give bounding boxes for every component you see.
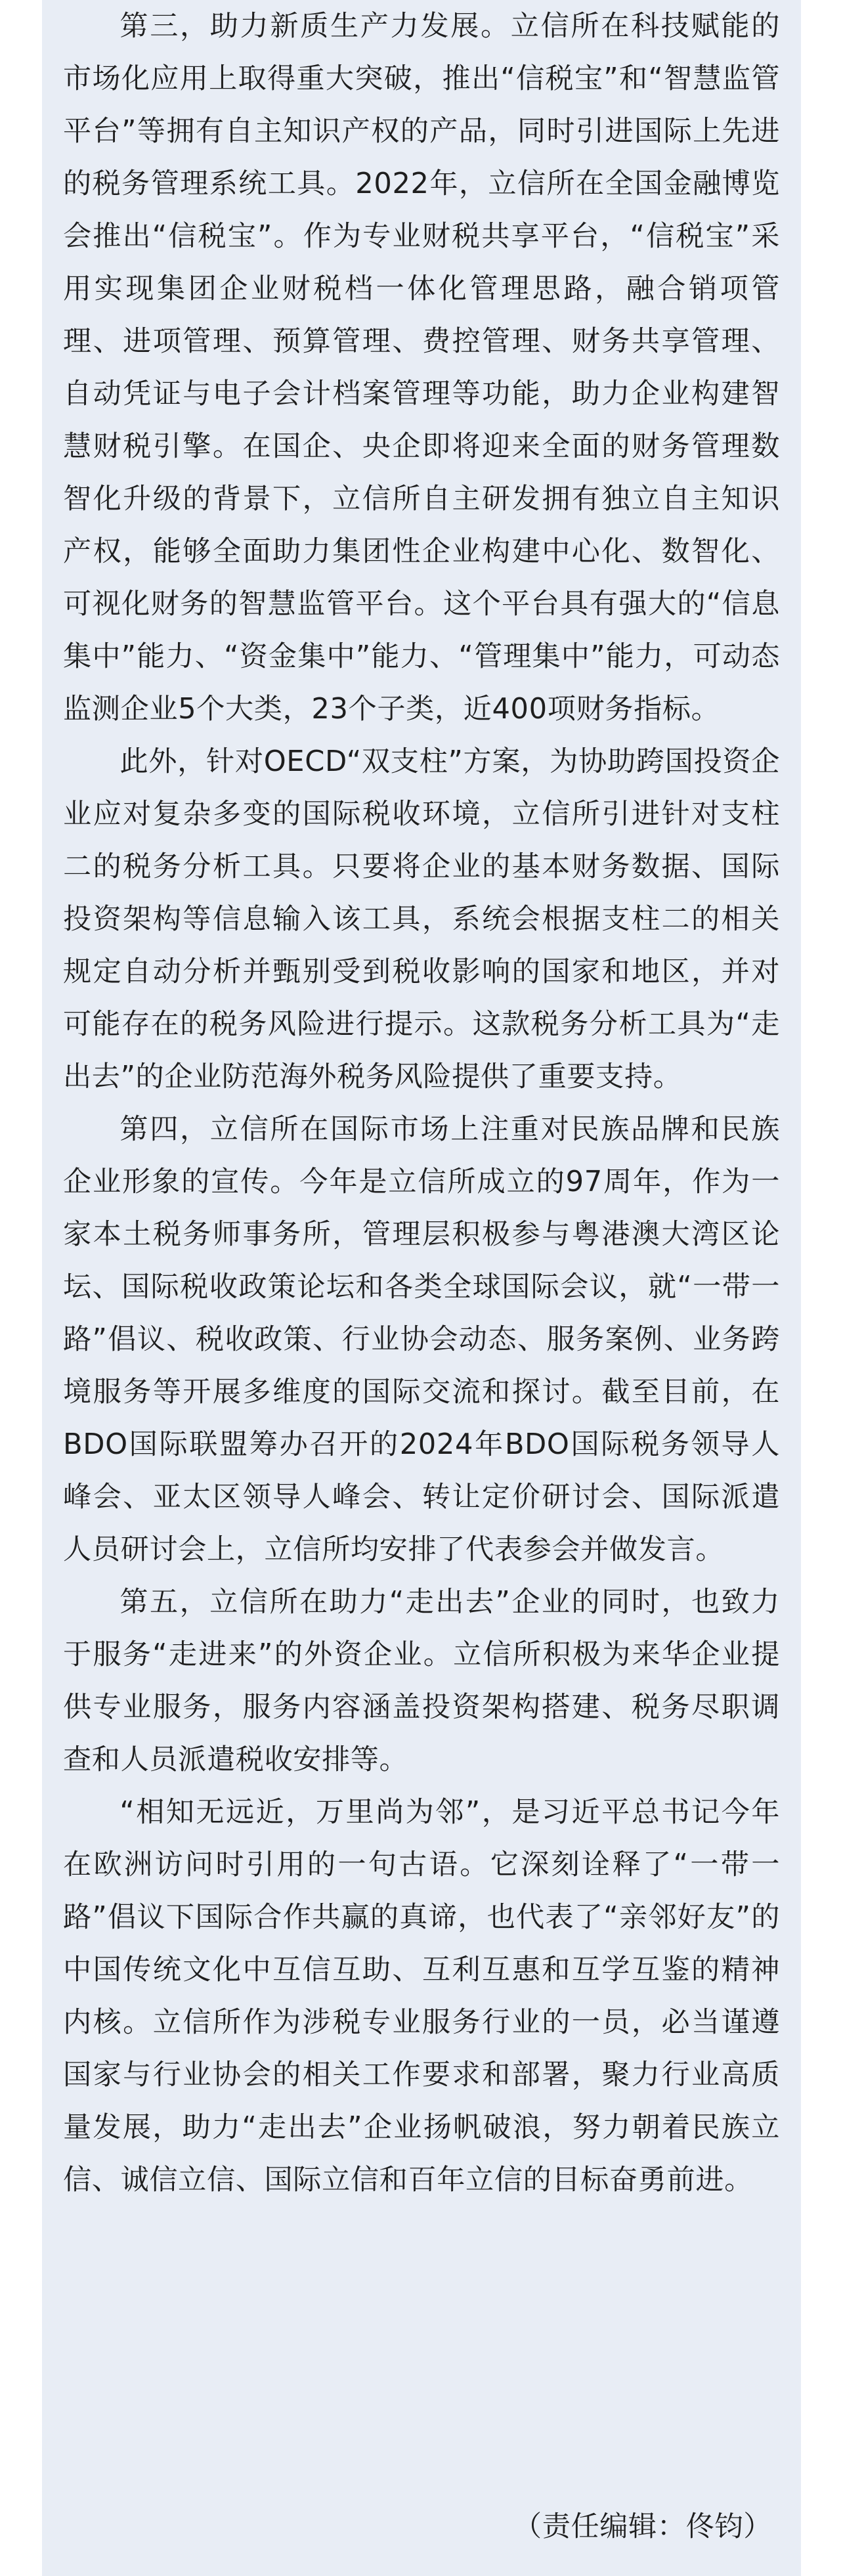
- editor-credit: （责任编辑：佟钧）: [513, 2510, 772, 2543]
- article-paragraph: 第五，立信所在助力“走出去”企业的同时，也致力于服务“走进来”的外资企业。立信所积极为来华企业提供专业服务，服务内容涵盖投资架构搭建、税务尽职调查和人员派遣税收安排等。: [63, 1586, 780, 1776]
- article-paragraph: 此外，针对OECD“双支柱”方案，为协助跨国投资企业应对复杂多变的国际税收环境，立信所引进针对支柱二的税务分析工具。只要将企业的基本财务数据、国际投资架构等信息输入该工具，系统会根据支柱二的相关规定自动分析并甄别受到税收影响的国家和地区，并对可能存在的税务风险进行提示。这款税务分析工具为“走出去”的企业防范海外税务风险提供了重要支持。: [63, 745, 780, 1093]
- article-paragraph: “相知无远近，万里尚为邻”，是习近平总书记今年在欧洲访问时引用的一句古语。它深刻诠释了“一带一路”倡议下国际合作共赢的真谛，也代表了“亲邻好友”的中国传统文化中互信互助、互利互惠和互学互鉴的精神内核。立信所作为涉税专业服务行业的一员，必当谨遵国家与行业协会的相关工作要求和部署，聚力行业高质量发展，助力“走出去”企业扬帆破浪，努力朝着民族立信、诚信立信、国际立信和百年立信的目标奋勇前进。: [63, 1796, 780, 2196]
- article-body: [63, 0, 780, 2206]
- article-paragraph: 第三，助力新质生产力发展。立信所在科技赋能的市场化应用上取得重大突破，推出“信税宝”和“智慧监管平台”等拥有自主知识产权的产品，同时引进国际上先进的税务管理系统工具。2022年，立信所在全国金融博览会推出“信税宝”。作为专业财税共享平台，“信税宝”采用实现集团企业财税档一体化管理思路，融合销项管理、进项管理、预算管理、费控管理、财务共享管理、自动凭证与电子会计档案管理等功能，助力企业构建智慧财税引擎。在国企、央企即将迎来全面的财务管理数智化升级的背景下，立信所自主研发拥有独立自主知识产权，能够全面助力集团性企业构建中心化、数智化、可视化财务的智慧监管平台。这个平台具有强大的“信息集中”能力、“资金集中”能力、“管理集中”能力，可动态监测企业5个大类，23个子类，近400项财务指标。: [63, 10, 780, 726]
- article-paragraph: 第四，立信所在国际市场上注重对民族品牌和民族企业形象的宣传。今年是立信所成立的97周年，作为一家本土税务师事务所，管理层积极参与粤港澳大湾区论坛、国际税收政策论坛和各类全球国际会议，就“一带一路”倡议、税收政策、行业协会动态、服务案例、业务跨境服务等开展多维度的国际交流和探讨。截至目前，在BDO国际联盟筹办召开的2024年BDO国际税务领导人峰会、亚太区领导人峰会、转让定价研讨会、国际派遣人员研讨会上，立信所均安排了代表参会并做发言。: [63, 1113, 780, 1566]
